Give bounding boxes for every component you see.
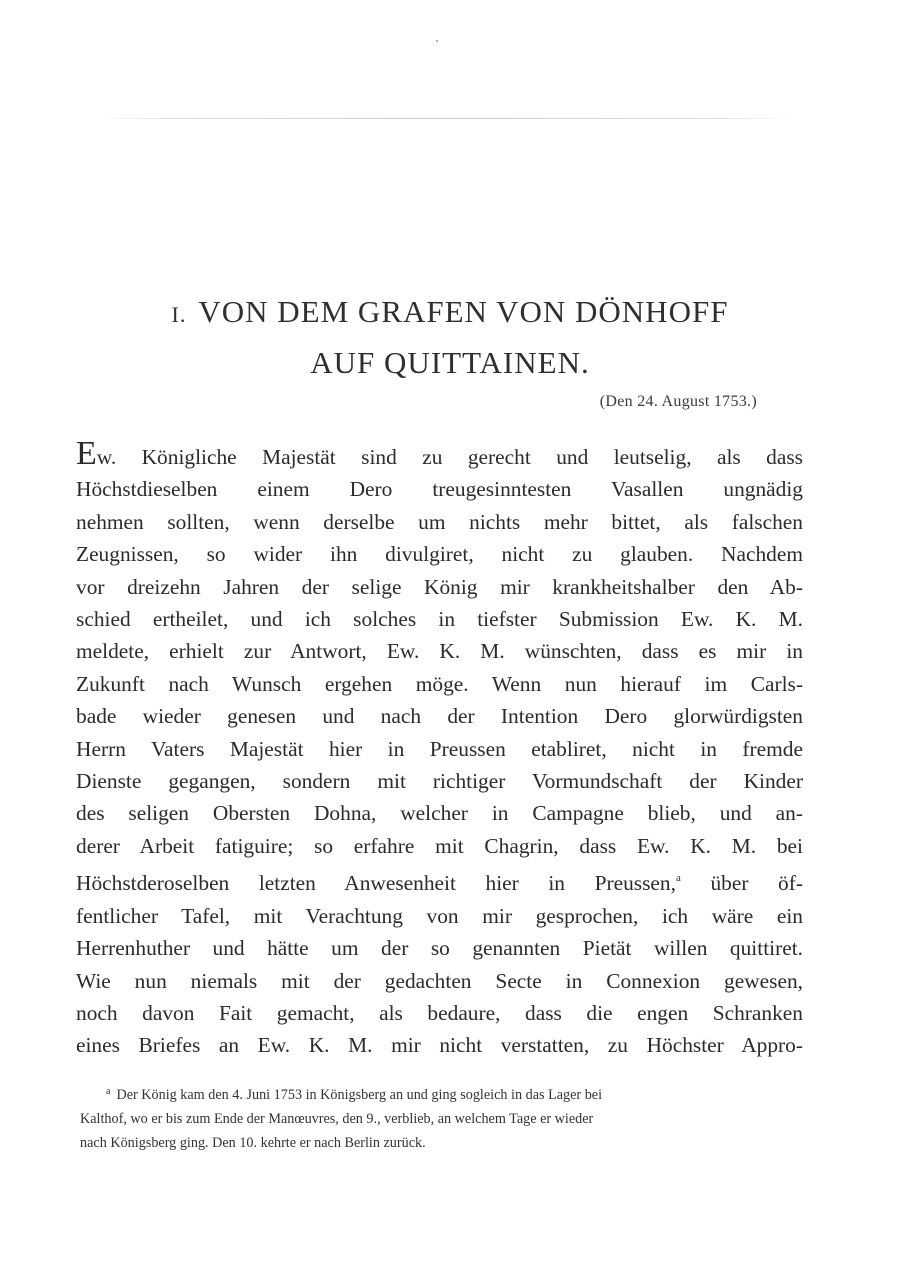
body-line [76, 862, 803, 899]
body-line-text: w. Königliche Majestät sind zu gerecht und leutselig, als dass [96, 445, 803, 469]
letter-number: I. [171, 302, 187, 327]
body-line [76, 765, 803, 797]
body-line [76, 435, 803, 473]
body-line-text: Zukunft nach Wunsch ergehen möge. Wenn nun hierauf im Carls- [76, 671, 803, 696]
body-line-text: Herrn Vaters Majestät hier in Preussen etabliret, nicht in fremde [76, 736, 803, 761]
body-line-text: bade wieder genesen und nach der Intention Dero glorwürdigsten [76, 704, 803, 729]
body-line-text: meldete, erhielt zur Antwort, Ew. K. M. wünschten, dass es mir in [76, 639, 803, 664]
footnote-reference: a [675, 872, 681, 885]
letter-title [90, 288, 810, 387]
body-line [76, 635, 803, 667]
body-line-text: vor dreizehn Jahren der selige König mir krankheitshalber den Ab- [76, 574, 803, 599]
body-line [76, 900, 803, 932]
body-line [76, 997, 803, 1029]
body-line-text: Zeugnissen, so wider ihn divulgiret, nicht zu glauben. Nachdem [76, 542, 803, 567]
footnote [80, 1080, 807, 1155]
body-line-text: über öf- [680, 871, 803, 896]
body-line-text: Dienste gegangen, sondern mit richtiger Vormundschaft der Kinder [76, 769, 803, 794]
body-line [76, 506, 803, 538]
body-line [76, 538, 803, 570]
footnote-line-text: Der König kam den 4. Juni 1753 in Königsberg an und ging sogleich in das Lager bei [116, 1087, 603, 1103]
title-line-2: AUF QUITTAINEN. [310, 345, 590, 380]
title-line-1: VON DEM GRAFEN VON DÖNHOFF [198, 294, 729, 329]
footnote-mark: a [106, 1086, 111, 1097]
body-line-text: Höchstdieselben einem Dero treugesinntesten Vasallen ungnädig [76, 477, 803, 502]
body-line [76, 797, 803, 829]
body-line [76, 668, 803, 700]
body-line-text: Höchstderoselben letzten Anwesenheit hier in Preussen, [76, 871, 676, 896]
initial-letter: E [76, 435, 97, 472]
body-line-text: derer Arbeit fatiguire; so erfahre mit Chagrin, dass Ew. K. M. bei [76, 833, 803, 858]
body-line-text: des seligen Obersten Dohna, welcher in Campagne blieb, und an- [76, 801, 803, 826]
page-speck [436, 40, 438, 42]
body-line [76, 603, 803, 635]
body-line [76, 932, 803, 964]
letter-body [76, 435, 803, 1062]
body-line-text: Wie nun niemals mit der gedachten Secte in Connexion gewesen, [76, 968, 803, 993]
body-line [76, 700, 803, 732]
body-line [76, 733, 803, 765]
body-line-text: schied ertheilet, und ich solches in tiefster Submission Ew. K. M. [76, 607, 803, 632]
letter-date: (Den 24. August 1753.) [599, 393, 757, 410]
footnote-line-text: nach Königsberg ging. Den 10. kehrte er nach Berlin zurück. [80, 1135, 426, 1151]
footnote-line [80, 1107, 807, 1131]
body-line [76, 1029, 803, 1061]
body-line [76, 830, 803, 862]
body-line [76, 965, 803, 997]
body-line [76, 473, 803, 505]
footnote-line [80, 1131, 807, 1155]
header-rule [95, 118, 795, 119]
footnote-line [80, 1080, 807, 1107]
body-line [76, 571, 803, 603]
body-line-text: eines Briefes an Ew. K. M. mir nicht verstatten, zu Höchster Appro- [76, 1033, 803, 1058]
body-line-text: nehmen sollten, wenn derselbe um nichts mehr bittet, als falschen [76, 509, 803, 534]
body-line-text: noch davon Fait gemacht, als bedaure, dass die engen Schranken [76, 1000, 803, 1025]
body-line-text: fentlicher Tafel, mit Verachtung von mir gesprochen, ich wäre ein [76, 903, 803, 928]
footnote-line-text: Kalthof, wo er bis zum Ende der Manœuvres, den 9., verblieb, an welchem Tage er wieder [80, 1111, 594, 1127]
body-line-text: Herrenhuther und hätte um der so genannten Pietät willen quittiret. [76, 936, 803, 961]
